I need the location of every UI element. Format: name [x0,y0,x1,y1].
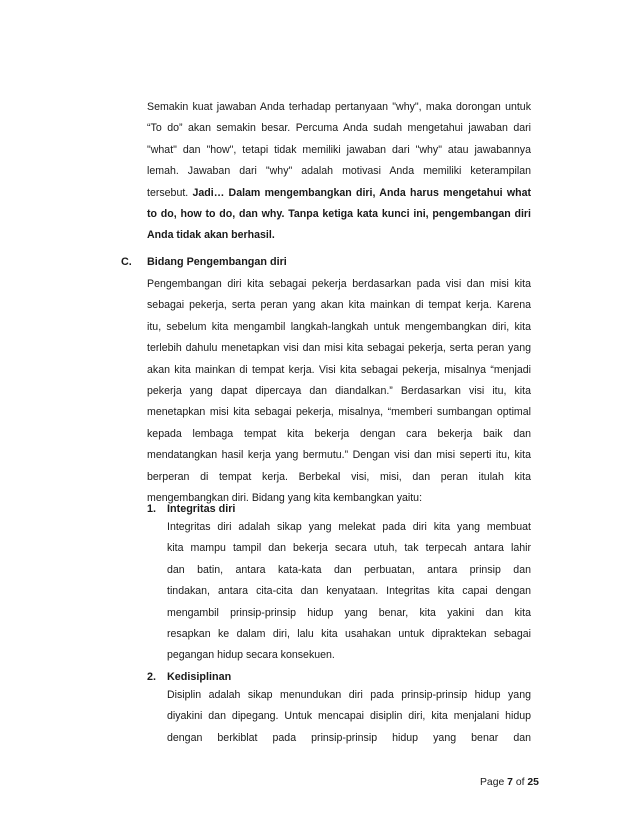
section-paragraph [147,274,531,509]
subsection-line: pegangan hidup secara konsekuen. [167,649,335,662]
subsection-line: Disiplin adalah sikap menundukan diri pada prinsip-prinsip hidup yang [167,689,531,701]
section-line: itu, sebelum kita mengambil langkah-langkah untuk mengembangkan diri, kita [147,320,531,333]
section-line: menetapkan misi kita sebagai pekerja, misalnya, “memberi sumbangan optimal [147,406,531,419]
section-line: akan kita mainkan di tempat kerja. Visi kita sebagai pekerja, misalnya “menjadi [147,363,531,376]
intro-paragraph [147,97,531,247]
intro-bold-text: Jadi… Dalam mengembangkan diri, Anda harus mengetahui what [192,186,532,199]
intro-line: Semakin kuat jawaban Anda terhadap pertanyaan "why", maka dorongan untuk [147,101,531,113]
subsection-paragraph [167,685,531,749]
subsection-line: mengambil prinsip-prinsip hidup yang benar, kita yakini dan kita [167,606,531,619]
section-heading [121,256,287,268]
intro-line: “To do” akan semakin besar. Percuma Anda sudah mengetahui jawaban dari [147,122,531,135]
intro-line: lemah. Jawaban dari "why" adalah motivasi Anda memiliki keterampilan [147,165,531,178]
subsection-title: Integritas diri [167,503,236,515]
page-total: 25 [527,777,539,788]
subsection-paragraph [167,517,531,667]
intro-bold-line: to do, how to do, dan why. Tanpa ketiga kata kunci ini, pengembangan diri [147,208,531,221]
subsection-number: 2. [147,671,157,683]
section-line: mendatangkan hasil kerja yang bermutu.” Dengan visi dan misi seperti itu, kita [147,449,531,462]
section-line: Pengembangan diri kita sebagai pekerja berdasarkan pada visi dan misi kita [147,278,531,290]
subsection-heading [147,671,231,683]
page-number: 7 [507,777,513,788]
intro-line [147,183,531,204]
of-word: of [515,777,525,788]
page-word: Page [480,777,505,788]
section-line: mengembangkan diri. Bidang yang kita kembangkan yaitu: [147,492,423,505]
intro-plain-text: tersebut. [147,186,193,199]
section-letter: C. [121,256,132,268]
subsection-line: diyakini dan dipegang. Untuk mencapai disiplin diri, kita menjalani hidup [167,710,531,723]
subsection-heading [147,503,235,515]
subsection-line: kita mampu tampil dan bekerja secara utuh, tak terpecah antara lahir [167,542,531,555]
page-footer [480,777,539,788]
section-line: sebagai pekerja, serta peran yang akan kita mainkan di tempat kerja. Karena [147,299,531,312]
section-title: Bidang Pengembangan diri [147,256,287,268]
subsection-line: dengan berkiblat pada prinsip-prinsip hidup yang benar dan [167,731,531,744]
section-line: terlebih dahulu menetapkan visi dan misi kita sebagai pekerja, serta peran yang [147,342,531,355]
subsection-title: Kedisiplinan [167,671,232,683]
subsection-line: tindakan, antara cita-cita dan kenyataan. Integritas kita capai dengan [167,585,531,598]
subsection-line: dan batin, antara kata-kata dan perbuatan, antara prinsip dan [167,563,531,576]
intro-line: "what" dan "how", tetapi tidak memiliki jawaban dari "why" atau jawabannya [147,143,531,156]
subsection-line: Integritas diri adalah sikap yang melekat pada diri kita yang membuat [167,521,531,533]
section-line: berperan di tempat kerja. Berbekal visi, misi, dan peran itulah kita [147,470,531,483]
subsection-number: 1. [147,503,157,515]
section-line: kepada lembaga tempat kita bekerja dengan cara bekerja baik dan [147,427,531,440]
section-line: pekerja yang dapat dipercaya dan diandalkan.” Berdasarkan visi itu, kita [147,385,531,398]
intro-bold-line: Anda tidak akan berhasil. [147,229,275,242]
subsection-line: resapkan ke dalam diri, lalu kita usahakan untuk dipraktekan sebagai [167,628,531,641]
